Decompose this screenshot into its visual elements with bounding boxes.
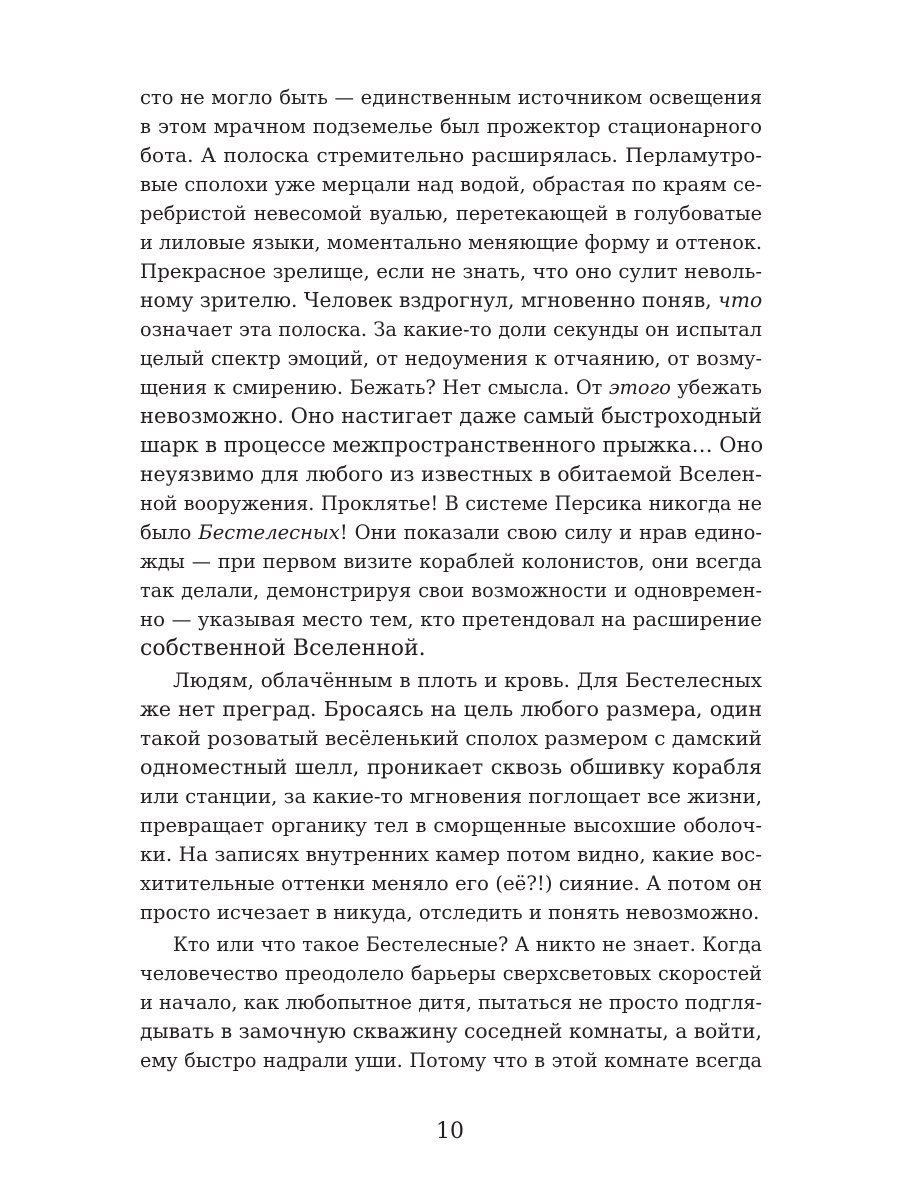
- text-line: так делали, демонстрируя свои возможности и одновремен-: [140, 579, 762, 602]
- text-line: но — указывая место тем, кто претендовал на расширение: [140, 608, 762, 631]
- text-run: убежать: [670, 376, 762, 399]
- text-line: же нет преград. Бросаясь на цель любого размера, один: [140, 697, 762, 721]
- text-line: целый спектр эмоций, от недоумения к отчаянию, от возму-: [140, 347, 762, 370]
- text-line: человечество преодолело барьеры сверхсветовых скоростей: [140, 962, 762, 985]
- text-line: такой розоватый весёленький сполох размером с дамский: [140, 726, 762, 750]
- text-line: или станции, за какие-то мгновения поглощает все жизни,: [140, 785, 762, 808]
- text-line: [140, 286, 762, 315]
- text-run: ному зрителю. Человек вздрогнул, мгновенно поняв,: [140, 288, 719, 312]
- text-line: и лиловые языки, моментально меняющие форму и оттенок.: [140, 231, 762, 254]
- emphasis-text: Бестелесных: [198, 521, 340, 544]
- text-line: означает эта полоска. За какие-то доли секунды он испытал: [140, 318, 762, 341]
- text-line: дывать в замочную скважину соседней комнаты, а войти,: [140, 1019, 762, 1043]
- text-line: ребристой невесомой вуалью, перетекающей в голубоватые: [140, 202, 762, 225]
- emphasis-text: этого: [608, 376, 671, 399]
- text-line: собственной Вселенной.: [140, 636, 426, 661]
- page-number: 10: [436, 1119, 464, 1144]
- text-line: одноместный шелл, проникает сквозь обшивку корабля: [140, 755, 762, 779]
- text-line: хитительные оттенки меняло его (её?!) сияние. А потом он: [140, 872, 762, 895]
- text-line: ной вооружения. Проклятье! В системе Персика никогда не: [140, 492, 762, 515]
- text-line: жды — при первом визите кораблей колонистов, они всегда: [140, 550, 762, 573]
- emphasis-text: что: [718, 288, 763, 312]
- text-line: сто не могло быть — единственным источником освещения: [140, 86, 762, 109]
- text-line: просто исчезает в никуда, отследить и понять невозможно.: [140, 901, 760, 924]
- text-line: [140, 373, 762, 402]
- text-line: вые сполохи уже мерцали над водой, обрастая по краям се-: [140, 173, 762, 196]
- text-line: Людям, облачённым в плоть и кровь. Для Бестелесных: [173, 668, 762, 692]
- text-line: неуязвимо для любого из известных в обитаемой Вселен-: [140, 462, 762, 486]
- text-line: превращает органику тел в сморщенные высохшие оболоч-: [140, 814, 762, 837]
- text-line: бота. А полоска стремительно расширялась. Перламутро-: [140, 143, 762, 167]
- text-line: и начало, как любопытное дитя, пытаться не просто подгля-: [140, 991, 762, 1014]
- text-line: Прекрасное зрелище, если не знать, что оно сулит неволь-: [140, 260, 762, 283]
- text-run: щения к смирению. Бежать? Нет смысла. От: [140, 376, 609, 399]
- text-line: в этом мрачном подземелье был прожектор стационарного: [140, 115, 762, 138]
- text-line: шарк в процессе межпространственного прыжка… Оно: [140, 433, 764, 457]
- text-line: ки. На записях внутренних камер потом видно, какие вос-: [140, 842, 762, 866]
- text-line: Кто или что такое Бестелесные? А никто не знает. Когда: [173, 933, 762, 956]
- body-text: [140, 83, 762, 1075]
- text-line: ему быстро надрали уши. Потому что в этой комнате всегда: [140, 1049, 762, 1072]
- text-run: ! Они показали свою силу и нрав едино-: [339, 521, 762, 544]
- text-run: было: [140, 521, 199, 544]
- text-line: невозможно. Оно настигает даже самый быстроходный: [140, 404, 763, 428]
- text-line: [140, 518, 762, 547]
